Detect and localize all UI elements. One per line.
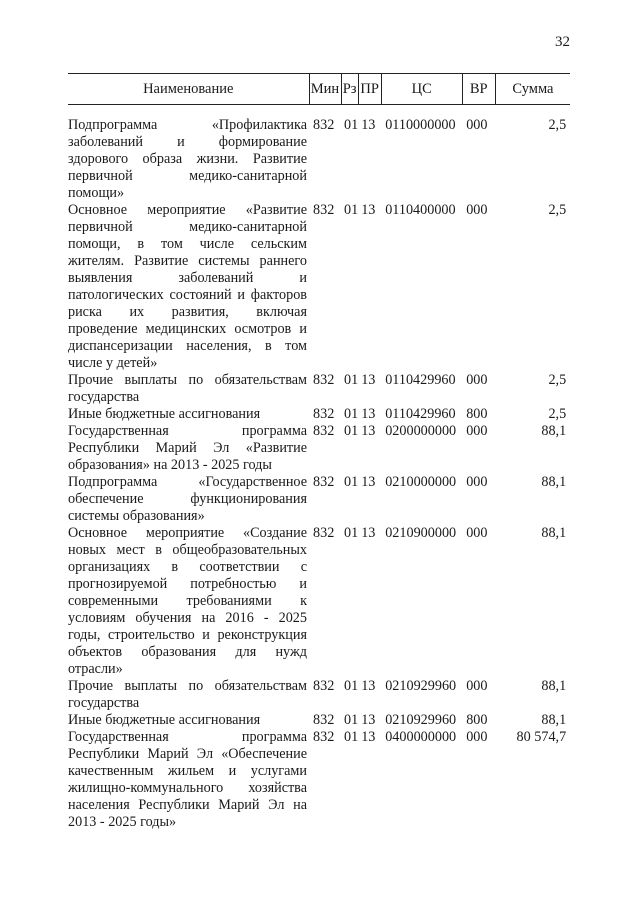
row-rz: 01 xyxy=(344,372,359,388)
row-min: 832 xyxy=(313,474,335,490)
row-sum: 2,5 xyxy=(548,406,567,422)
row-rz: 01 xyxy=(344,202,359,218)
header-vr: ВР xyxy=(462,74,495,105)
row-sum: 2,5 xyxy=(548,202,567,218)
row-name: Подпрограмма «Профилактика заболеваний и формирование здорового образа жизни. Развитие первичной медико-санитарной помощи» xyxy=(68,117,307,201)
row-min: 832 xyxy=(313,678,335,694)
row-rz: 01 xyxy=(344,117,359,133)
row-name: Иные бюджетные ассигнования xyxy=(68,712,261,728)
row-name: Государственная программа Республики Марий Эл «Развитие образования» на 2013 - 2025 годы xyxy=(68,423,307,473)
row-pr: 13 xyxy=(361,712,376,728)
row-min: 832 xyxy=(313,117,335,133)
table-row xyxy=(68,372,570,406)
row-pr: 13 xyxy=(361,678,376,694)
table-row xyxy=(68,525,570,678)
row-cs: 0210000000 xyxy=(385,474,457,490)
row-cs: 0110429960 xyxy=(385,372,456,388)
row-vr: 800 xyxy=(466,712,488,728)
table-header xyxy=(68,74,570,118)
row-sum: 88,1 xyxy=(541,525,567,541)
table-body xyxy=(68,117,570,831)
row-rz: 01 xyxy=(344,406,359,422)
row-pr: 13 xyxy=(361,202,376,218)
row-vr: 000 xyxy=(466,729,488,745)
row-vr: 000 xyxy=(466,474,488,490)
row-rz: 01 xyxy=(344,423,359,439)
row-min: 832 xyxy=(313,372,335,388)
row-vr: 000 xyxy=(466,678,488,694)
row-min: 832 xyxy=(313,712,335,728)
header-name: Наименование xyxy=(68,74,309,105)
table-row xyxy=(68,117,570,202)
row-pr: 13 xyxy=(361,525,376,541)
row-rz: 01 xyxy=(344,712,359,728)
row-min: 832 xyxy=(313,406,335,422)
row-vr: 800 xyxy=(466,406,488,422)
row-pr: 13 xyxy=(361,423,376,439)
row-cs: 0210900000 xyxy=(385,525,457,541)
row-sum: 88,1 xyxy=(541,712,567,728)
table-row xyxy=(68,712,570,729)
row-min: 832 xyxy=(313,202,335,218)
row-cs: 0210929960 xyxy=(385,712,457,728)
row-rz: 01 xyxy=(344,474,359,490)
row-name: Прочие выплаты по обязательствам государства xyxy=(68,678,307,711)
row-name: Основное мероприятие «Развитие первичной медико-санитарной помощи, в том числе сельским жителям. Развитие системы раннего выявления заболеваний и патологических состояний и факторов риска их развития, включая проведение медицинских осмотров и диспансеризации населения, в том числе у детей» xyxy=(68,202,307,371)
row-pr: 13 xyxy=(361,474,376,490)
row-name: Подпрограмма «Государственное обеспечение функционирования системы образования» xyxy=(68,474,307,524)
row-cs: 0200000000 xyxy=(385,423,457,439)
row-sum: 80 574,7 xyxy=(516,729,567,745)
row-pr: 13 xyxy=(361,117,376,133)
row-vr: 000 xyxy=(466,423,488,439)
row-name: Государственная программа Республики Марий Эл «Обеспечение качественным жильем и услугами жилищно-коммунального хозяйства населения Республики Марий Эл на 2013 - 2025 годы» xyxy=(68,729,307,830)
header-rz: Рз xyxy=(341,74,358,105)
row-vr: 000 xyxy=(466,372,488,388)
row-vr: 000 xyxy=(466,202,488,218)
row-cs: 0400000000 xyxy=(385,729,457,745)
row-min: 832 xyxy=(313,423,335,439)
table-row xyxy=(68,678,570,712)
row-sum: 2,5 xyxy=(548,117,567,133)
row-sum: 88,1 xyxy=(541,678,567,694)
row-sum: 2,5 xyxy=(548,372,567,388)
row-pr: 13 xyxy=(361,729,376,745)
header-sum: Сумма xyxy=(495,74,570,105)
header-pr: ПР xyxy=(358,74,381,105)
row-cs: 0110000000 xyxy=(385,117,456,133)
row-min: 832 xyxy=(313,729,335,745)
row-cs: 0110400000 xyxy=(385,202,456,218)
budget-table xyxy=(68,73,570,831)
row-vr: 000 xyxy=(466,525,488,541)
row-name: Прочие выплаты по обязательствам государства xyxy=(68,372,307,405)
table-row xyxy=(68,423,570,474)
row-cs: 0110429960 xyxy=(385,406,456,422)
row-pr: 13 xyxy=(361,372,376,388)
table-row xyxy=(68,406,570,423)
row-vr: 000 xyxy=(466,117,488,133)
row-rz: 01 xyxy=(344,678,359,694)
row-min: 832 xyxy=(313,525,335,541)
row-cs: 0210929960 xyxy=(385,678,457,694)
page-number: 32 xyxy=(555,34,570,50)
row-name: Основное мероприятие «Создание новых мест в общеобразовательных организациях в соответствии с прогнозируемой потребностью и современными требованиями к условиям обучения на 2016 - 2025 годы, строительство и реконструкция объектов образования для нужд отрасли» xyxy=(68,525,307,677)
row-sum: 88,1 xyxy=(541,474,567,490)
row-rz: 01 xyxy=(344,729,359,745)
row-rz: 01 xyxy=(344,525,359,541)
header-cs: ЦС xyxy=(381,74,462,105)
row-name: Иные бюджетные ассигнования xyxy=(68,406,261,422)
table-row xyxy=(68,474,570,525)
row-pr: 13 xyxy=(361,406,376,422)
table-row xyxy=(68,202,570,372)
header-min: Мин xyxy=(309,74,341,105)
table-row xyxy=(68,729,570,831)
row-sum: 88,1 xyxy=(541,423,567,439)
